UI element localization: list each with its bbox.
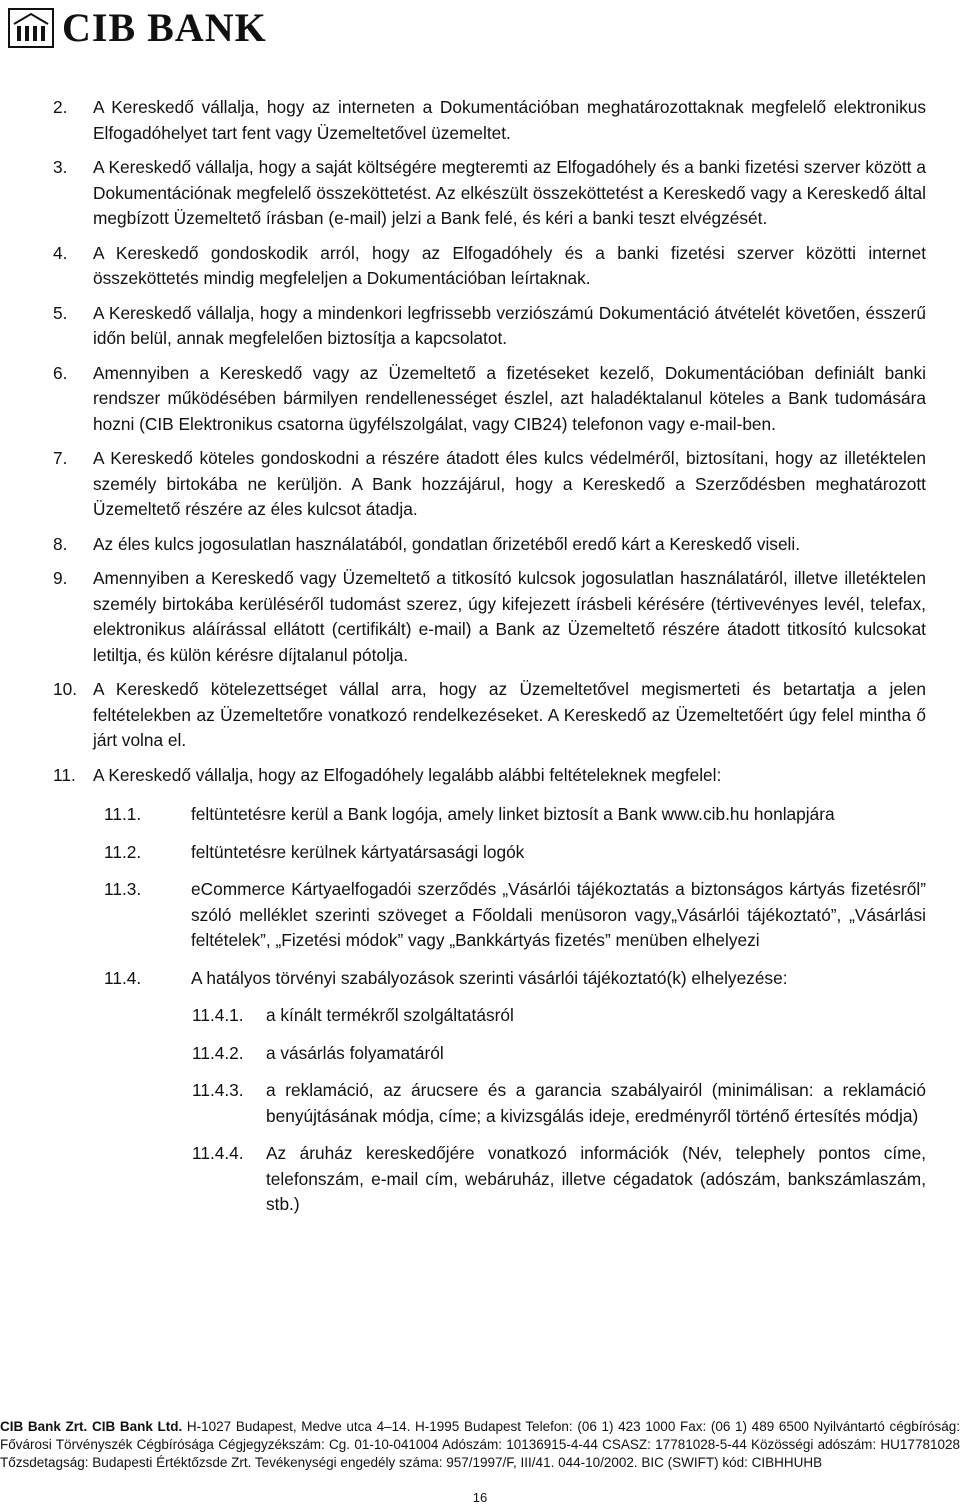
bank-logo	[8, 6, 267, 50]
sub-list-item	[104, 877, 926, 954]
sub-item-number: 11.2.	[104, 841, 142, 862]
sub-item-text: feltüntetésre kerülnek kártyatársasági logók	[191, 841, 525, 862]
sub-item-number: 11.3.	[104, 879, 142, 899]
item-number: 4.	[53, 242, 68, 263]
list-item	[53, 532, 926, 558]
sub-sub-list-item	[192, 1141, 926, 1218]
item-text: Amennyiben a Kereskedő vagy az Üzemeltető a fizetéseket kezelő, Dokumentációban definiált banki rendszer működésében bármilyen rendellenességet észlel, azt haladéktalanul köteles a Bank tudomására hozni (CIB Elektronikus csatorna ügyfélszolgálat, vagy CIB24) telefonon vagy e-mail-ben.	[93, 362, 926, 434]
page-number: 16	[472, 1490, 488, 1505]
sub-item-number: 11.4.	[104, 967, 142, 988]
list-item	[53, 677, 926, 754]
item-text: A Kereskedő vállalja, hogy a mindenkori legfrissebb verziószámú Dokumentáció átvételét követően, ésszerű időn belül, annak megfelelően biztosítja a kapcsolatot.	[93, 302, 926, 348]
item-text: A Kereskedő köteles gondoskodni a részére átadott éles kulcs védelméről, biztosítani, hogy az illetéktelen személy birtokába ne kerüljön. A Bank hozzájárul, hogy a Kereskedő a Szerződésben meghatározott Üzemeltető részére az éles kulcsot átadja.	[93, 448, 926, 519]
sub-list-item	[104, 840, 926, 866]
sub-sub-item-number: 11.4.4.	[192, 1143, 244, 1163]
sub-item-text: eCommerce Kártyaelfogadói szerződés „Vásárlói tájékoztatás a biztonságos kártyás fizetésről” szóló melléklet szerinti szöveget a Főoldali menüsoron vagy„Vásárlói tájékoztató”, „Vásárlási feltételek”, „Fizetési módok” vagy „Bankkártyás fizetés” menüben elhelyezi	[191, 879, 926, 950]
bank-building-icon	[8, 8, 54, 48]
item-number: 10.	[53, 679, 78, 699]
item-text: A Kereskedő vállalja, hogy az Elfogadóhely legalább alábbi feltételeknek megfelel:	[93, 764, 722, 785]
item-text: Amennyiben a Kereskedő vagy Üzemeltető a titkosító kulcsok jogosulatlan használatáról, illetve illetéktelen személy birtokába kerüléséről tudomást szerez, úgy kifejezett írásbeli kérésére (tértivevényes levél, telefax, elektronikus aláírással ellátott (certifikált) e-mail) a Bank az Üzemeltető részére átadott titkosító kulcsokat letiltja, és külön kérésre díjtalanul pótolja.	[93, 568, 926, 665]
list-item	[53, 361, 926, 438]
item-text: A Kereskedő kötelezettséget vállal arra, hogy az Üzemeltetővel megismerteti és betartatja a jelen feltételekben az Üzemeltetőre vonatkozó rendelkezéseket. A Kereskedő az Üzemeltetőért úgy felel mintha ő járt volna el.	[93, 679, 926, 750]
sub-sub-item-number: 11.4.1.	[192, 1005, 244, 1025]
sub-sub-item-number: 11.4.3.	[192, 1080, 244, 1100]
footer-text: H-1027 Budapest, Medve utca 4–14. H-1995 Budapest Telefon: (06 1) 423 1000 Fax: (06 1) 489 6500 Nyilvántartó cégbíróság: Fővárosi Törvényszék Cégbírósága Cégjegyzékszám: Cg. 01-10-041004 Adószám: 10136915-4-44 CSASZ: 17781028-5-44 Közösségi adószám: HU17781028 Tőzsdetagság: Budapesti Értéktőzsde Zrt. Tevékenységi engedély száma: 957/1997/F, III/41. 044-10/2002. BIC (SWIFT) kód: CIBHHUHB	[0, 1419, 960, 1470]
footer-company: CIB Bank Zrt. CIB Bank Ltd.	[0, 1419, 183, 1434]
item-number: 3.	[53, 157, 68, 177]
item-number: 11.	[53, 764, 76, 785]
sub-sub-list-item	[192, 1003, 926, 1029]
item-number: 6.	[53, 362, 68, 383]
sub-sub-item-text: a kínált termékről szolgáltatásról	[266, 1005, 514, 1025]
item-number: 8.	[53, 533, 68, 554]
sub-item-number: 11.1.	[104, 804, 142, 824]
sub-sub-item-number: 11.4.2.	[192, 1042, 244, 1063]
document-body	[53, 95, 926, 1230]
item-number: 7.	[53, 448, 68, 468]
list-item	[53, 95, 926, 146]
sub-sub-item-text: Az áruház kereskedőjére vonatkozó információk (Név, telephely pontos címe, telefonszám, e-mail cím, webáruház, illetve cégadatok (adószám, bankszámlaszám, stb.)	[266, 1143, 926, 1214]
list-item	[53, 241, 926, 292]
list-item	[53, 763, 926, 789]
sub-item-text: A hatályos törvényi szabályozások szerinti vásárlói tájékoztató(k) elhelyezése:	[191, 967, 788, 988]
item-number: 5.	[53, 302, 68, 323]
list-item	[53, 155, 926, 232]
list-item	[53, 301, 926, 352]
sub-sub-item-text: a vásárlás folyamatáról	[266, 1042, 444, 1063]
logo-text: CIB BANK	[62, 5, 267, 50]
footer	[0, 1418, 960, 1472]
sub-sub-item-text: a reklamáció, az árucsere és a garancia szabályairól (minimálisan: a reklamáció benyújtásának módja, címe; a kivizsgálás ideje, eredményről történő értesítés módja)	[266, 1080, 926, 1126]
item-text: A Kereskedő vállalja, hogy az interneten a Dokumentációban meghatározottaknak megfelelő elektronikus Elfogadóhelyet tart fent vagy Üzemeltetővel üzemeltet.	[93, 97, 926, 143]
sub-sub-list-item	[192, 1078, 926, 1129]
list-item	[53, 446, 926, 523]
sub-list-item	[104, 966, 926, 992]
item-text: A Kereskedő vállalja, hogy a saját költségére megteremti az Elfogadóhely és a banki fizetési szerver között a Dokumentációnak megfelelő összeköttetést. Az elkészült összeköttetést a Kereskedő vagy a Kereskedő által megbízott Üzemeltető írásban (e-mail) jelzi a Bank felé, és kéri a banki teszt elvégzését.	[93, 157, 926, 228]
item-number: 9.	[53, 568, 68, 588]
sub-item-text: feltüntetésre kerül a Bank logója, amely linket biztosít a Bank www.cib.hu honlapjára	[191, 804, 835, 824]
sub-list-item	[104, 802, 926, 828]
list-item	[53, 566, 926, 668]
item-number: 2.	[53, 97, 68, 117]
item-text: Az éles kulcs jogosulatlan használatából, gondatlan őrizetéből eredő kárt a Kereskedő viseli.	[93, 533, 801, 554]
item-text: A Kereskedő gondoskodik arról, hogy az Elfogadóhely és a banki fizetési szerver közötti internet összeköttetés mindig megfeleljen a Dokumentációban leírtaknak.	[93, 242, 926, 288]
sub-sub-list-item	[192, 1041, 926, 1067]
